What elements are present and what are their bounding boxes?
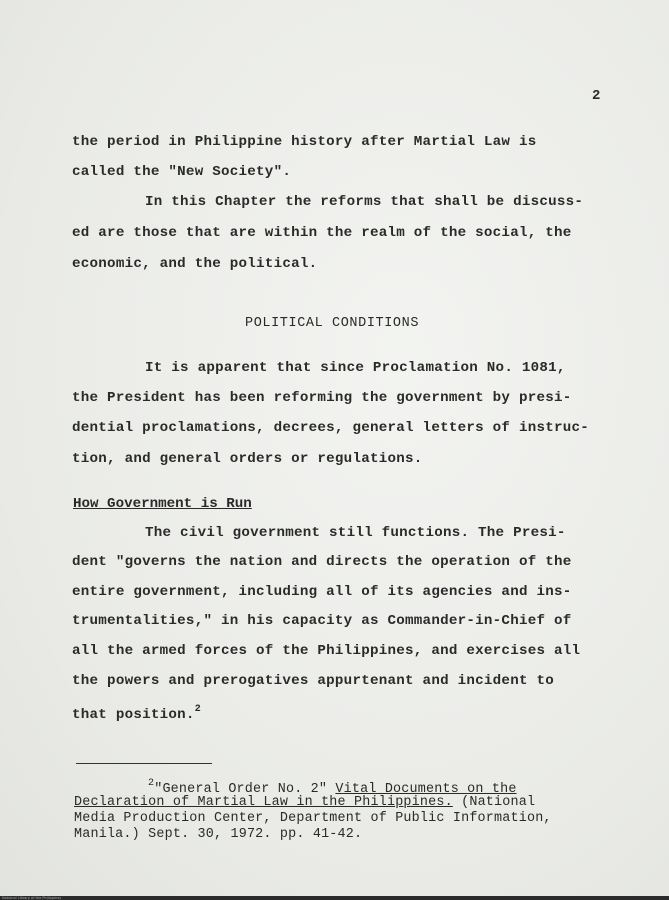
text-line: The civil government still functions. The Presi- (145, 525, 566, 541)
text-line: called the "New Society". (72, 164, 292, 180)
text-line: entire government, including all of its agencies and ins- (72, 584, 572, 600)
text-line-with-footnote (72, 704, 201, 723)
text-line: the President has been reforming the government by presi- (72, 390, 572, 406)
subheading: How Government is Run (73, 496, 252, 512)
footnote-reference: 2 (194, 704, 201, 715)
footnote-line: Manila.) Sept. 30, 1972. pp. 41-42. (74, 827, 363, 842)
footnote-quote: "General Order No. 2" (154, 782, 328, 797)
page-number: 2 (592, 88, 601, 104)
footnote-marker: 2 (148, 778, 155, 789)
text-line: the powers and prerogatives appurtenant and incident to (72, 673, 555, 689)
text-line: dential proclamations, decrees, general letters of instruc- (72, 420, 590, 436)
footnote-title: Declaration of Martial Law in the Philippines. (74, 795, 453, 810)
text-line: all the armed forces of the Philippines, and exercises all (72, 643, 581, 659)
scan-footer-strip (0, 896, 669, 900)
text-line: ed are those that are within the realm of the social, the (72, 225, 572, 241)
text-line: It is apparent that since Proclamation No. 1081, (145, 360, 566, 376)
text-line: dent "governs the nation and directs the operation of the (72, 554, 572, 570)
scan-footer-label: National Library of the Philippines (2, 896, 62, 900)
text-line: tion, and general orders or regulations. (72, 451, 423, 467)
footnote-line (74, 795, 535, 810)
footnote-title: Vital Documents on the (335, 782, 517, 797)
text-line: that position. (72, 707, 195, 723)
footnote-line: Media Production Center, Department of Public Information, (74, 811, 552, 826)
text-line: trumentalities," in his capacity as Commander-in-Chief of (72, 613, 572, 629)
footnote-publisher: (National (461, 795, 536, 810)
text-line: economic, and the political. (72, 256, 318, 272)
text-line: In this Chapter the reforms that shall be discuss- (145, 194, 584, 210)
text-line: the period in Philippine history after Martial Law is (72, 134, 537, 150)
section-heading: POLITICAL CONDITIONS (245, 316, 420, 331)
footnote-divider (76, 763, 212, 764)
